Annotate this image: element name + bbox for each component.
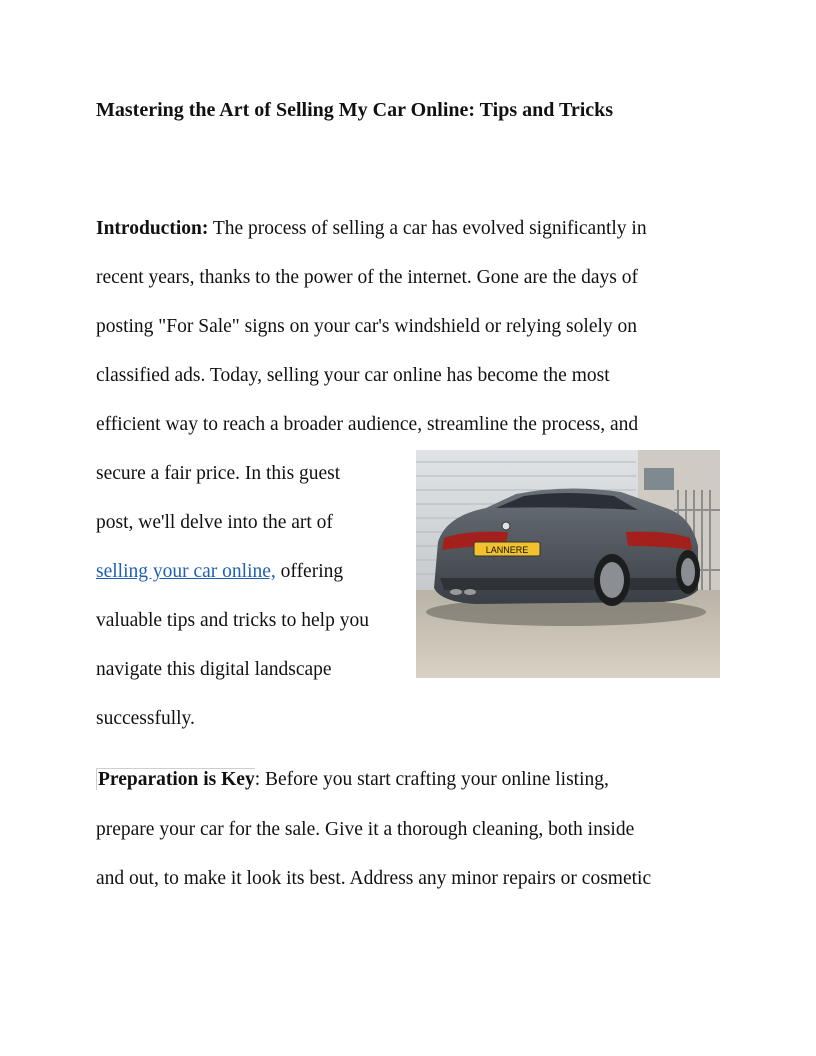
prep-line-1	[96, 767, 609, 793]
intro-line-2: recent years, thanks to the power of the internet. Gone are the days of	[96, 267, 639, 288]
intro-line-6: secure a fair price. In this guest	[96, 463, 341, 484]
intro-line-4: classified ads. Today, selling your car online has become the most	[96, 365, 610, 386]
intro-label: Introduction:	[96, 218, 209, 239]
plate-text: LANNERE	[485, 545, 529, 555]
intro-line-10: navigate this digital landscape	[96, 659, 332, 680]
document-title: Mastering the Art of Selling My Car Online: Tips and Tricks	[96, 99, 614, 121]
intro-line-1	[96, 216, 647, 242]
intro-text-1: The process of selling a car has evolved significantly in	[208, 218, 647, 239]
car-photo	[416, 450, 720, 678]
intro-line-5: efficient way to reach a broader audience, streamline the process, and	[96, 414, 639, 435]
intro-line-7: post, we'll delve into the art of	[96, 512, 333, 533]
intro-line-11: successfully.	[96, 708, 195, 729]
prep-line-2: prepare your car for the sale. Give it a thorough cleaning, both inside	[96, 819, 635, 840]
intro-line-3: posting "For Sale" signs on your car's windshield or relying solely on	[96, 316, 638, 337]
intro-line-9: valuable tips and tricks to help you	[96, 610, 369, 631]
intro-line-8	[96, 559, 343, 585]
prep-line-3: and out, to make it look its best. Address any minor repairs or cosmetic	[96, 868, 652, 889]
intro-text-8: offering	[275, 561, 344, 582]
prep-text-1: : Before you start crafting your online listing,	[254, 769, 609, 790]
selling-car-online-link[interactable]: selling your car online,	[96, 561, 276, 582]
prep-label: Preparation is Key	[98, 769, 255, 790]
